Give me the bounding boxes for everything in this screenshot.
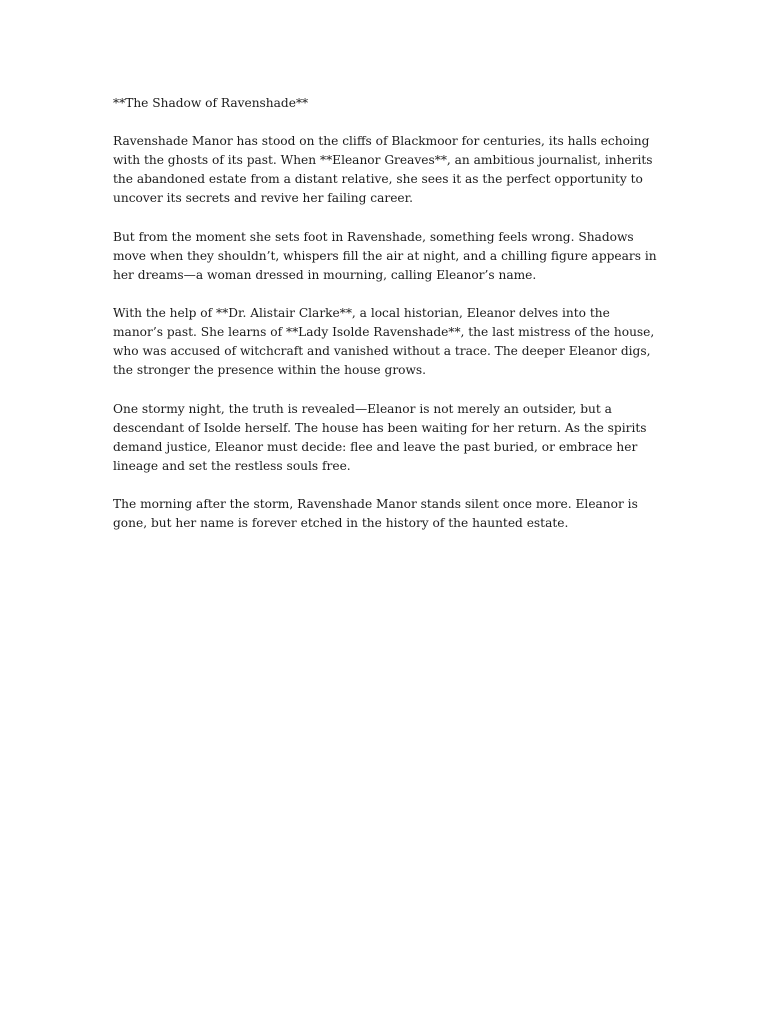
document-body: [113, 94, 658, 552]
paragraph-5: The morning after the storm, Ravenshade Manor stands silent once more. Eleanor is gone, but her name is forever etched in the history of the haunted estate.: [113, 496, 638, 531]
paragraph-4: One stormy night, the truth is revealed—Eleanor is not merely an outsider, but a descendant of Isolde herself. The house has been waiting for her return. As the spirits demand justice, Eleanor must decide: flee and leave the past buried, or embrace her lineage and set the restless souls free.: [113, 401, 647, 473]
paragraph-2: But from the moment she sets foot in Ravenshade, something feels wrong. Shadows move when they shouldn’t, whispers fill the air at night, and a chilling figure appears in her dreams—a woman dressed in mourning, calling Eleanor’s name.: [113, 229, 657, 282]
paragraph-3: With the help of **Dr. Alistair Clarke**, a local historian, Eleanor delves into the manor’s past. She learns of **Lady Isolde Ravenshade**, the last mistress of the house, who was accused of witchcraft and vanished without a trace. The deeper Eleanor digs, the stronger the presence within the house grows.: [113, 306, 655, 378]
paragraph-1: Ravenshade Manor has stood on the cliffs of Blackmoor for centuries, its halls echoing with the ghosts of its past. When **Eleanor Greaves**, an ambitious journalist, inherits the abandoned estate from a distant relative, she sees it as the perfect opportunity to uncover its secrets and revive her failing career.: [113, 134, 653, 206]
document-title: **The Shadow of Ravenshade**: [113, 96, 309, 110]
